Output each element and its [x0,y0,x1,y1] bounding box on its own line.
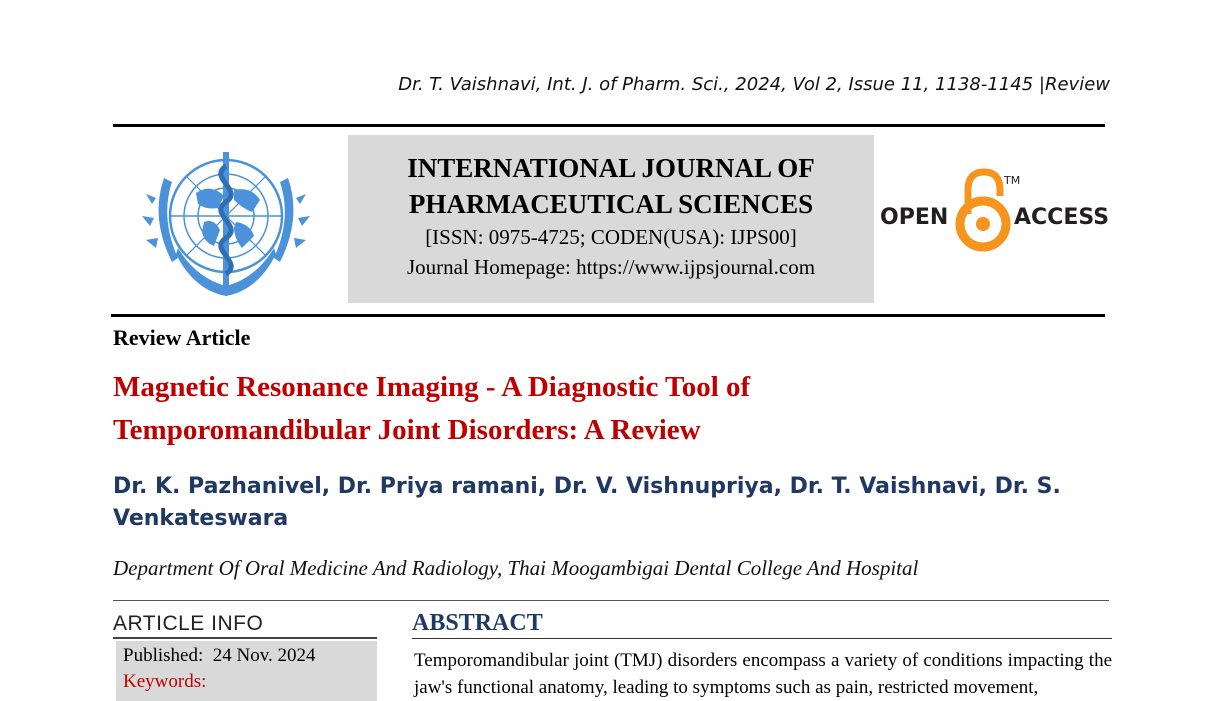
running-header-citation: Dr. T. Vaishnavi, Int. J. of Pharm. Sci., 2024, Vol 2, Issue 11, 1138-1145 |Review [398,74,1110,95]
article-affiliation: Department Of Oral Medicine And Radiology, Thai Moogambigai Dental College And Hospital [113,556,919,580]
who-emblem-icon [126,138,326,306]
journal-title-line2: PHARMACEUTICAL SCIENCES [408,189,814,219]
journal-homepage: Journal Homepage: https://www.ijpsjournal.com [406,255,816,279]
header-bottom-rule [111,314,1105,317]
header-top-rule [113,124,1105,127]
article-type-label: Review Article [113,325,251,350]
abstract-text: Temporomandibular joint (TMJ) disorders encompass a variety of conditions impacting the jaw's functional anatomy, leading to symptoms such as pain, restricted movement, [414,650,1112,698]
article-info-heading: ARTICLE INFO [113,612,264,635]
published-date: 24 Nov. 2024 [212,645,316,666]
open-access-word-open: OPEN [880,205,949,230]
published-line [123,645,315,667]
published-label: Published: [123,645,204,666]
abstract-rule [412,638,1112,639]
journal-title-line1: INTERNATIONAL JOURNAL OF [407,153,815,183]
keywords-label: Keywords: [123,671,207,692]
abstract-heading: ABSTRACT [412,610,543,636]
article-title [113,366,1013,452]
article-authors: Dr. K. Pazhanivel, Dr. Priya ramani, Dr. V. Vishnupriya, Dr. T. Vaishnavi, Dr. S. Venkateswara [113,474,1061,531]
open-access-trademark: TM [1004,174,1021,187]
article-title-line2: Temporomandibular Joint Disorders: A Review [113,414,701,446]
article-title-line1: Magnetic Resonance Imaging - A Diagnostic Tool of [113,371,751,403]
journal-banner [348,135,874,303]
open-access-word-access: ACCESS [1014,205,1110,230]
open-access-lock-icon [880,168,1110,252]
journal-issn: [ISSN: 0975-4725; CODEN(USA): IJPS00] [425,225,797,249]
section-divider [113,600,1109,601]
article-info-rule [113,637,377,639]
